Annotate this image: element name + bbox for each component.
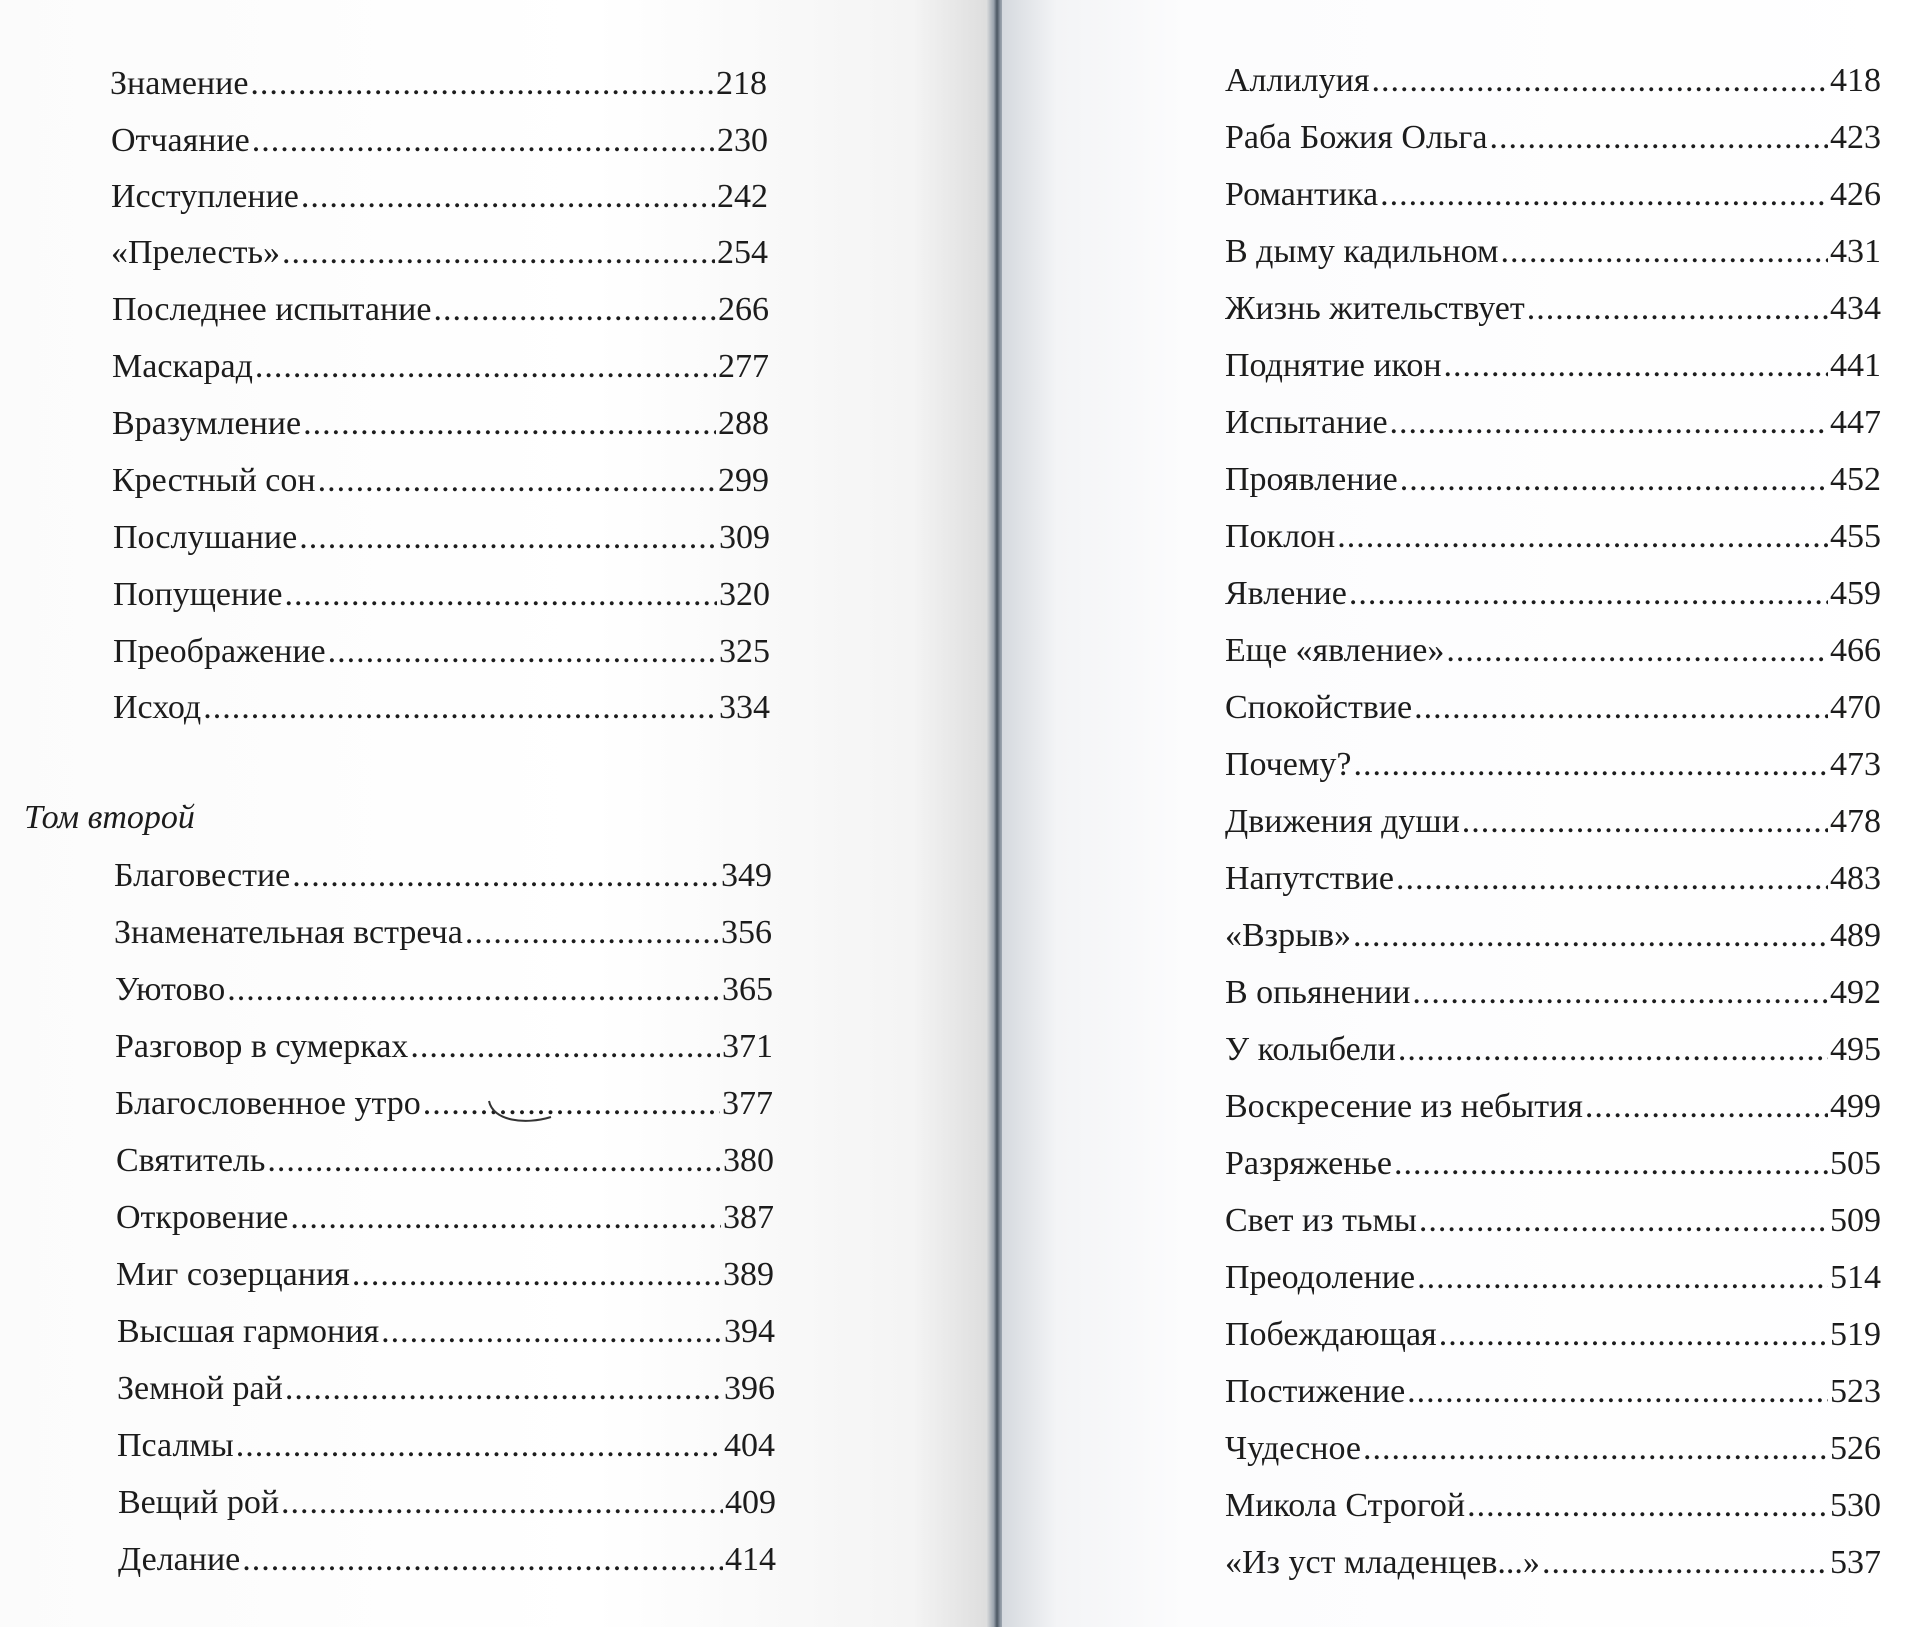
volume-two-heading: Том второй — [24, 799, 195, 836]
entry-page-number: 423 — [1830, 119, 1881, 156]
entry-page-number: 459 — [1830, 575, 1881, 612]
toc-entry — [111, 233, 768, 273]
entry-title: Еще «явление» — [1225, 632, 1445, 669]
dot-leader — [1349, 574, 1828, 614]
entry-page-number: 455 — [1830, 518, 1881, 555]
toc-entry — [117, 1426, 775, 1466]
entry-title: Исход — [113, 689, 202, 726]
entry-title: Поклон — [1225, 518, 1336, 555]
entry-page-number: 365 — [722, 971, 773, 1008]
toc-entry — [113, 518, 770, 558]
dot-leader — [1412, 973, 1828, 1013]
toc-entry — [1225, 973, 1881, 1013]
entry-page-number: 299 — [718, 462, 769, 499]
toc-entry — [1225, 460, 1881, 500]
entry-title: Крестный сон — [112, 462, 316, 499]
entry-page-number: 452 — [1830, 461, 1881, 498]
dot-leader — [227, 970, 720, 1010]
dot-leader — [318, 461, 716, 501]
entry-title: Почему? — [1225, 746, 1352, 783]
entry-page-number: 466 — [1830, 632, 1881, 669]
toc-entry — [115, 970, 773, 1010]
entry-title: Раба Божия Ольга — [1225, 119, 1488, 156]
dot-leader — [255, 347, 716, 387]
toc-entry — [111, 177, 768, 217]
dot-leader — [1414, 688, 1828, 728]
entry-title: Явление — [1225, 575, 1347, 612]
entry-page-number: 230 — [717, 122, 768, 159]
dot-leader — [381, 1312, 722, 1352]
right-page — [1002, 0, 1920, 1627]
dot-leader — [1500, 232, 1828, 272]
entry-title: Поднятие икон — [1225, 347, 1442, 384]
entry-page-number: 396 — [724, 1370, 775, 1407]
toc-entry — [116, 1141, 774, 1181]
dot-leader — [292, 856, 719, 896]
entry-title: Разговор в сумерках — [115, 1028, 409, 1065]
entry-title: Спокойствие — [1225, 689, 1413, 726]
dot-leader — [1407, 1372, 1828, 1412]
toc-entry — [115, 1027, 773, 1067]
entry-title: Псалмы — [117, 1427, 234, 1464]
entry-title: Уютово — [115, 971, 226, 1008]
entry-title: Преображение — [113, 633, 326, 670]
pencil-mark — [485, 1095, 555, 1127]
entry-page-number: 499 — [1830, 1088, 1881, 1125]
entry-page-number: 334 — [719, 689, 770, 726]
entry-page-number: 387 — [723, 1199, 774, 1236]
toc-entry — [112, 290, 769, 330]
entry-page-number: 242 — [717, 178, 768, 215]
entry-title: Побеждающая — [1225, 1316, 1437, 1353]
entry-title: Романтика — [1225, 176, 1379, 213]
entry-page-number: 371 — [722, 1028, 773, 1065]
toc-entry — [1225, 1087, 1881, 1127]
entry-title: Жизнь жительствует — [1225, 290, 1525, 327]
dot-leader — [433, 290, 716, 330]
entry-title: Отчаяние — [111, 122, 250, 159]
entry-page-number: 489 — [1830, 917, 1881, 954]
entry-title: Чудесное — [1225, 1430, 1361, 1467]
dot-leader — [250, 64, 714, 104]
toc-entry — [1225, 1429, 1881, 1469]
dot-leader — [1353, 745, 1828, 785]
toc-entry — [117, 1312, 775, 1352]
entry-page-number: 377 — [722, 1085, 773, 1122]
dot-leader — [423, 1084, 720, 1124]
toc-entry — [1225, 403, 1881, 443]
entry-title: Знаменательная встреча — [114, 914, 463, 951]
entry-page-number: 349 — [721, 857, 772, 894]
toc-entry — [118, 1483, 776, 1523]
toc-entry — [1225, 916, 1881, 956]
entry-title: Микола Строгой — [1225, 1487, 1466, 1524]
entry-page-number: 404 — [724, 1427, 775, 1464]
entry-title: В опьянении — [1225, 974, 1411, 1011]
entry-title: Разряженье — [1225, 1145, 1392, 1182]
toc-entry — [1225, 859, 1881, 899]
entry-title: Воскресение из небытия — [1225, 1088, 1583, 1125]
entry-title: «Прелесть» — [111, 234, 281, 271]
toc-entry — [112, 347, 769, 387]
dot-leader — [1371, 61, 1828, 101]
toc-entry — [1225, 688, 1881, 728]
entry-page-number: 509 — [1830, 1202, 1881, 1239]
entry-title: Постижение — [1225, 1373, 1406, 1410]
entry-title: Знамение — [110, 65, 249, 102]
entry-page-number: 447 — [1830, 404, 1881, 441]
entry-page-number: 288 — [718, 405, 769, 442]
entry-page-number: 492 — [1830, 974, 1881, 1011]
dot-leader — [1489, 118, 1828, 158]
dot-leader — [1446, 631, 1828, 671]
dot-leader — [1467, 1486, 1828, 1526]
dot-leader — [242, 1540, 723, 1580]
entry-page-number: 505 — [1830, 1145, 1881, 1182]
entry-title: Проявление — [1225, 461, 1398, 498]
entry-page-number: 537 — [1830, 1544, 1881, 1581]
entry-title: Послушание — [113, 519, 298, 556]
toc-entry — [114, 856, 772, 896]
toc-entry — [115, 1084, 773, 1124]
entry-page-number: 431 — [1830, 233, 1881, 270]
toc-entry — [1225, 745, 1881, 785]
entry-page-number: 380 — [723, 1142, 774, 1179]
toc-entry — [116, 1255, 774, 1295]
toc-entry — [1225, 118, 1881, 158]
entry-page-number: 514 — [1830, 1259, 1881, 1296]
dot-leader — [282, 233, 715, 273]
entry-title: Вразумление — [112, 405, 302, 442]
dot-leader — [285, 575, 717, 615]
entry-title: Свет из тьмы — [1225, 1202, 1417, 1239]
entry-page-number: 409 — [725, 1484, 776, 1521]
entry-page-number: 426 — [1830, 176, 1881, 213]
dot-leader — [1396, 859, 1828, 899]
dot-leader — [1390, 403, 1828, 443]
entry-page-number: 526 — [1830, 1430, 1881, 1467]
entry-title: «Из уст младенцев...» — [1225, 1544, 1540, 1581]
dot-leader — [252, 121, 715, 161]
dot-leader — [299, 518, 717, 558]
toc-entry — [1225, 232, 1881, 272]
entry-page-number: 523 — [1830, 1373, 1881, 1410]
entry-title: Миг созерцания — [116, 1256, 350, 1293]
dot-leader — [236, 1426, 722, 1466]
entry-page-number: 441 — [1830, 347, 1881, 384]
toc-entry — [113, 575, 770, 615]
dot-leader — [1542, 1543, 1828, 1583]
toc-entry — [112, 461, 769, 501]
toc-entry — [1225, 517, 1881, 557]
dot-leader — [1337, 517, 1828, 557]
dot-leader — [267, 1141, 721, 1181]
toc-entry — [1225, 61, 1881, 101]
dot-leader — [1400, 460, 1828, 500]
entry-page-number: 218 — [716, 65, 767, 102]
entry-page-number: 483 — [1830, 860, 1881, 897]
entry-page-number: 414 — [725, 1541, 776, 1578]
entry-title: Благовестие — [114, 857, 291, 894]
entry-page-number: 530 — [1830, 1487, 1881, 1524]
entry-page-number: 495 — [1830, 1031, 1881, 1068]
entry-title: Земной рай — [117, 1370, 283, 1407]
dot-leader — [1527, 289, 1828, 329]
toc-entry — [110, 64, 767, 104]
entry-title: «Взрыв» — [1225, 917, 1352, 954]
toc-entry — [1225, 1144, 1881, 1184]
entry-title: Исступление — [111, 178, 299, 215]
dot-leader — [1439, 1315, 1828, 1355]
toc-entry — [1225, 1030, 1881, 1070]
entry-title: Аллилуия — [1225, 62, 1370, 99]
toc-entry — [1225, 631, 1881, 671]
dot-leader — [1444, 346, 1828, 386]
dot-leader — [301, 177, 715, 217]
toc-entry — [111, 121, 768, 161]
toc-entry — [1225, 1201, 1881, 1241]
dot-leader — [303, 404, 716, 444]
entry-page-number: 254 — [717, 234, 768, 271]
entry-title: Движения души — [1225, 803, 1460, 840]
dot-leader — [1585, 1087, 1828, 1127]
entry-page-number: 320 — [719, 576, 770, 613]
dot-leader — [1417, 1258, 1828, 1298]
entry-page-number: 309 — [719, 519, 770, 556]
toc-entry — [1225, 1486, 1881, 1526]
toc-entry — [112, 404, 769, 444]
toc-entry — [118, 1540, 776, 1580]
entry-page-number: 478 — [1830, 803, 1881, 840]
entry-page-number: 418 — [1830, 62, 1881, 99]
entry-title: Вещий рой — [118, 1484, 280, 1521]
entry-title: Преодоление — [1225, 1259, 1416, 1296]
entry-title: В дыму кадильном — [1225, 233, 1499, 270]
dot-leader — [1363, 1429, 1828, 1469]
dot-leader — [1380, 175, 1828, 215]
entry-page-number: 356 — [721, 914, 772, 951]
toc-entry — [1225, 346, 1881, 386]
dot-leader — [290, 1198, 721, 1238]
toc-entry — [1225, 802, 1881, 842]
entry-title: Попущение — [113, 576, 283, 613]
dot-leader — [203, 688, 717, 728]
dot-leader — [1419, 1201, 1828, 1241]
toc-entry — [114, 913, 772, 953]
dot-leader — [1353, 916, 1828, 956]
dot-leader — [328, 632, 717, 672]
entry-page-number: 277 — [718, 348, 769, 385]
dot-leader — [352, 1255, 721, 1295]
entry-page-number: 519 — [1830, 1316, 1881, 1353]
dot-leader — [465, 913, 719, 953]
dot-leader — [281, 1483, 723, 1523]
entry-page-number: 473 — [1830, 746, 1881, 783]
toc-entry — [113, 632, 770, 672]
toc-entry — [1225, 1372, 1881, 1412]
entry-page-number: 434 — [1830, 290, 1881, 327]
dot-leader — [1462, 802, 1828, 842]
toc-entry — [116, 1198, 774, 1238]
entry-page-number: 394 — [724, 1313, 775, 1350]
entry-title: Последнее испытание — [112, 291, 432, 328]
entry-title: Святитель — [116, 1142, 266, 1179]
dot-leader — [285, 1369, 722, 1409]
entry-page-number: 470 — [1830, 689, 1881, 726]
toc-entry — [1225, 1543, 1881, 1583]
entry-title: Откровение — [116, 1199, 289, 1236]
toc-entry — [1225, 289, 1881, 329]
entry-page-number: 325 — [719, 633, 770, 670]
toc-entry — [117, 1369, 775, 1409]
dot-leader — [410, 1027, 720, 1067]
toc-entry — [1225, 1258, 1881, 1298]
entry-title: Делание — [118, 1541, 241, 1578]
toc-entry — [1225, 574, 1881, 614]
toc-entry — [113, 688, 770, 728]
dot-leader — [1398, 1030, 1828, 1070]
dot-leader — [1394, 1144, 1828, 1184]
entry-page-number: 389 — [723, 1256, 774, 1293]
toc-entry — [1225, 175, 1881, 215]
entry-title: Напутствие — [1225, 860, 1394, 897]
entry-title: Благословенное утро — [115, 1085, 421, 1122]
toc-entry — [1225, 1315, 1881, 1355]
entry-title: У колыбели — [1225, 1031, 1396, 1068]
entry-title: Испытание — [1225, 404, 1388, 441]
entry-title: Высшая гармония — [117, 1313, 380, 1350]
entry-title: Маскарад — [112, 348, 253, 385]
entry-page-number: 266 — [718, 291, 769, 328]
